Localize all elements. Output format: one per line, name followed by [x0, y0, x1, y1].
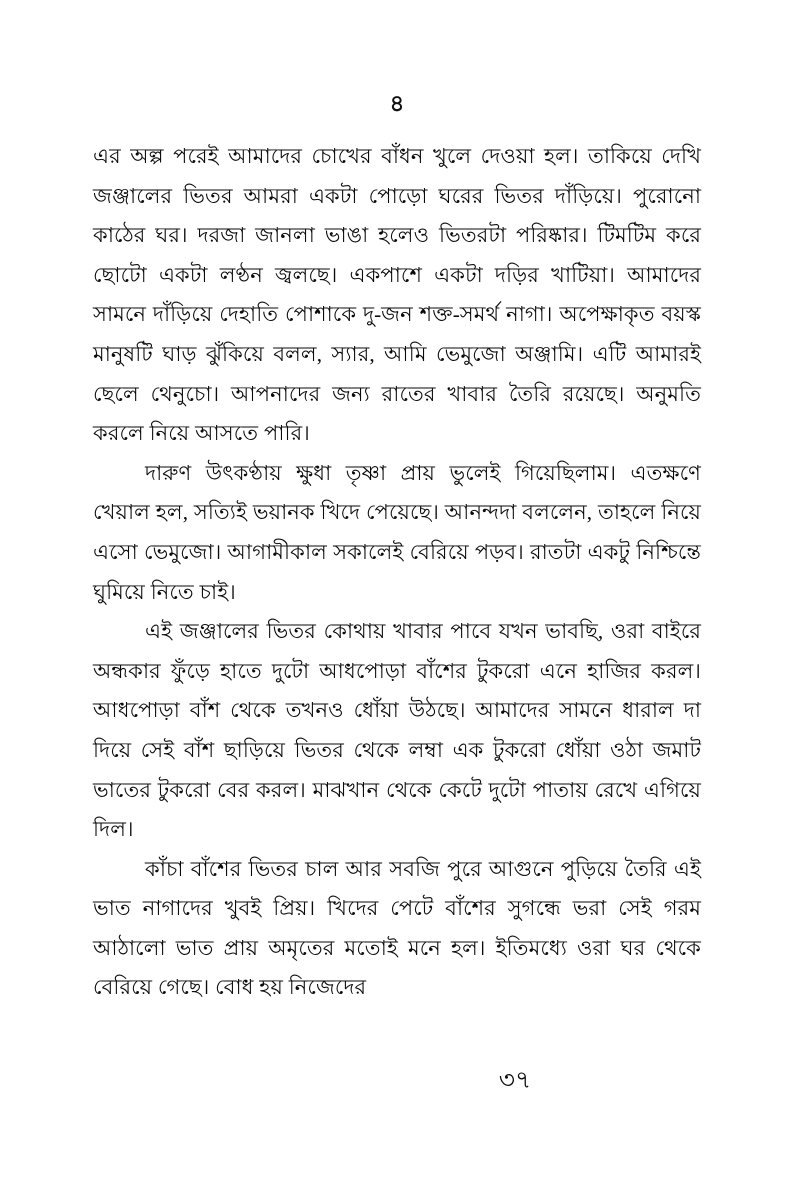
paragraph-1: এর অল্প পরেই আমাদের চোখের বাঁধন খুলে দেওয়া হল। তাকিয়ে দেখি জঞ্জালের ভিতর আমরা একটা পোড়ো ঘরের ভিতর দাঁড়িয়ে। পুরোনো কাঠের ঘর। দরজা জানলা ভাঙা হলেও ভিতরটা পরিষ্কার। টিমটিম করে ছোটো একটা লণ্ঠন জ্বলছে। একপাশে একটা দড়ির খাটিয়া। আমাদের সামনে দাঁড়িয়ে দেহাতি পোশাকে দু-জন শক্ত-সমর্থ নাগা। অপেক্ষাকৃত বয়স্ক মানুষটি ঘাড় ঝুঁকিয়ে বলল, স্যার, আমি ভেমুজো অঞ্জামি। এটি আমারই ছেলে থেনুচো। আপনাদের জন্য রাতের খাবার তৈরি রয়েছে। অনুমতি করলে নিয়ে আসতে পারি। [93, 144, 701, 446]
paragraph-2: দারুণ উৎকণ্ঠায় ক্ষুধা তৃষ্ণা প্রায় ভুলেই গিয়েছিলাম। এতক্ষণে খেয়াল হল, সত্যিই ভয়ানক খিদে পেয়েছে। আনন্দদা বললেন, তাহলে নিয়ে এসো ভেমুজো। আগামীকাল সকালেই বেরিয়ে পড়ব। রাতটা একটু নিশ্চিন্তে ঘুমিয়ে নিতে চাই। [93, 460, 701, 604]
page-number-value: ৩৭ [498, 1067, 532, 1094]
page-number [0, 1068, 800, 1093]
page-content [93, 0, 701, 1008]
paragraph-4: কাঁচা বাঁশের ভিতর চাল আর সবজি পুরে আগুনে পুড়িয়ে তৈরি এই ভাত নাগাদের খুবই প্রিয়। খিদের পেটে বাঁশের সুগন্ধে ভরা সেই গরম আঠালো ভাত প্রায় অমৃতের মতোই মনে হল। ইতিমধ্যে ওরা ঘর থেকে বেরিয়ে গেছে। বোধ হয় নিজেদের [93, 856, 701, 1000]
paragraph-3: এই জঞ্জালের ভিতর কোথায় খাবার পাবে যখন ভাবছি, ওরা বাইরে অন্ধকার ফুঁড়ে হাতে দুটো আধপোড়া বাঁশের টুকরো এনে হাজির করল। আধপোড়া বাঁশ থেকে তখনও ধোঁয়া উঠছে। আমাদের সামনে ধারাল দা দিয়ে সেই বাঁশ ছাড়িয়ে ভিতর থেকে লম্বা এক টুকরো ধোঁয়া ওঠা জমাট ভাতের টুকরো বের করল। মাঝখান থেকে কেটে দুটো পাতায় রেখে এগিয়ে দিল। [93, 619, 701, 842]
body-text-block [93, 137, 701, 1008]
chapter-number-heading: ৪ [389, 91, 405, 116]
